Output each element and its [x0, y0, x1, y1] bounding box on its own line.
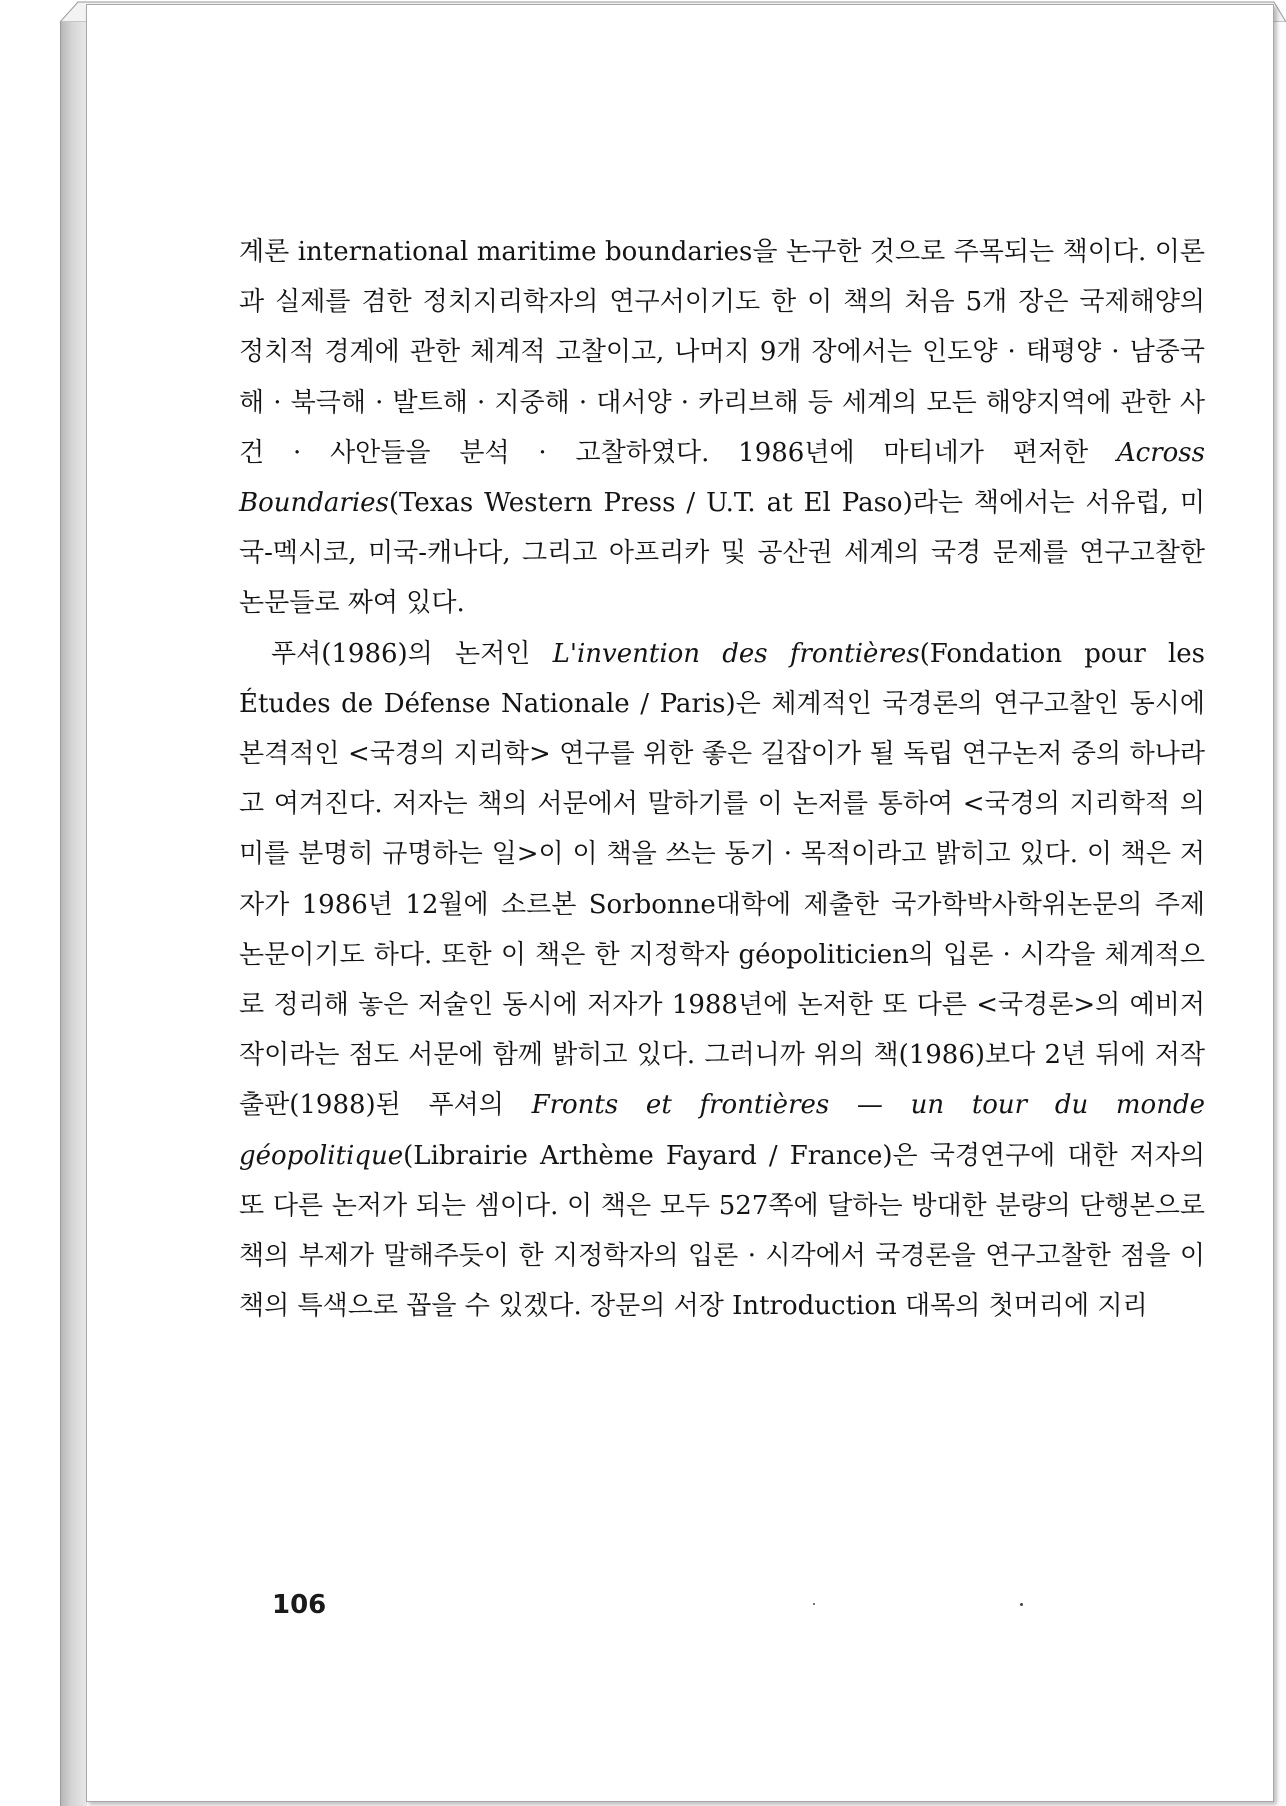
paragraph-1-text-1: 계론 international maritime boundaries을 논구한 것으로 주목되는 책이다. 이론과 실제를 겸한 정치지리학자의 연구서이기도 한 이 책의 처음 5개 장은 국제해양의 정치적 경계에 관한 체계적 고찰이고, 나머지 9개 장에서는 인도양 · 태평양 · 남중국해 · 북극해 · 발트해 · 지중해 · 대서양 · 카리브해 등 세계의 모든 해양지역에 관한 사건 · 사안들을 분석 · 고찰하였다. 1986년에 마티네가 편저한	[239, 237, 1205, 468]
scan-speck	[813, 1603, 815, 1605]
book-title-fronts-et-frontieres: Fronts et frontières — un tour du monde géopolitique	[239, 1090, 1205, 1171]
page-sheet	[86, 4, 1274, 1802]
paragraph-1-text-2: (Texas Western Press / U.T. at El Paso)라는 책에서는 서유럽, 미국-멕시코, 미국-캐나다, 그리고 아프리카 및 공산권 세계의 국경 문제를 연구고찰한 논문들로 짜여 있다.	[239, 488, 1205, 619]
scan-speck	[1020, 1603, 1023, 1606]
book-title-invention-des-frontieres: L'invention des frontières	[552, 638, 920, 669]
book-title-across-boundaries: Across Boundaries	[239, 437, 1205, 519]
paragraph-2	[239, 629, 1205, 1332]
paragraph-2-text-1: 푸셔(1986)의 논저인	[271, 638, 553, 669]
paragraph-1	[239, 227, 1205, 629]
body-text	[239, 227, 1205, 1331]
page-number: 106	[272, 1590, 327, 1620]
paragraph-2-text-2: (Fondation pour les Études de Défense Nationale / Paris)은 체계적인 국경론의 연구고찰인 동시에 본격적인 <국경의 지리학> 연구를 위한 좋은 길잡이가 될 독립 연구논저 중의 하나라고 여겨진다. 저자는 책의 서문에서 말하기를 이 논저를 통하여 <국경의 지리학적 의미를 분명히 규명하는 일>이 이 책을 쓰는 동기 · 목적이라고 밝히고 있다. 이 책은 저자가 1986년 12월에 소르본 Sorbonne대학에 제출한 국가학박사학위논문의 주제 논문이기도 하다. 또한 이 책은 한 지정학자 géopoliticien의 입론 · 시각을 체계적으로 정리해 놓은 저술인 동시에 저자가 1988년에 논저한 또 다른 <국경론>의 예비저작이라는 점도 서문에 함께 밝히고 있다. 그러니까 위의 책(1986)보다 2년 뒤에 저작 출판(1988)된 푸셔의	[239, 638, 1205, 1121]
book-spine	[60, 22, 87, 1806]
paragraph-2-text-3: (Librairie Arthème Fayard / France)은 국경연구에 대한 저자의 또 다른 논저가 되는 셈이다. 이 책은 모두 527쪽에 달하는 방대한 분량의 단행본으로 책의 부제가 말해주듯이 한 지정학자의 입론 · 시각에서 국경론을 연구고찰한 점을 이 책의 특색으로 꼽을 수 있겠다. 장문의 서장 Introduction 대목의 첫머리에 지리	[239, 1140, 1205, 1322]
